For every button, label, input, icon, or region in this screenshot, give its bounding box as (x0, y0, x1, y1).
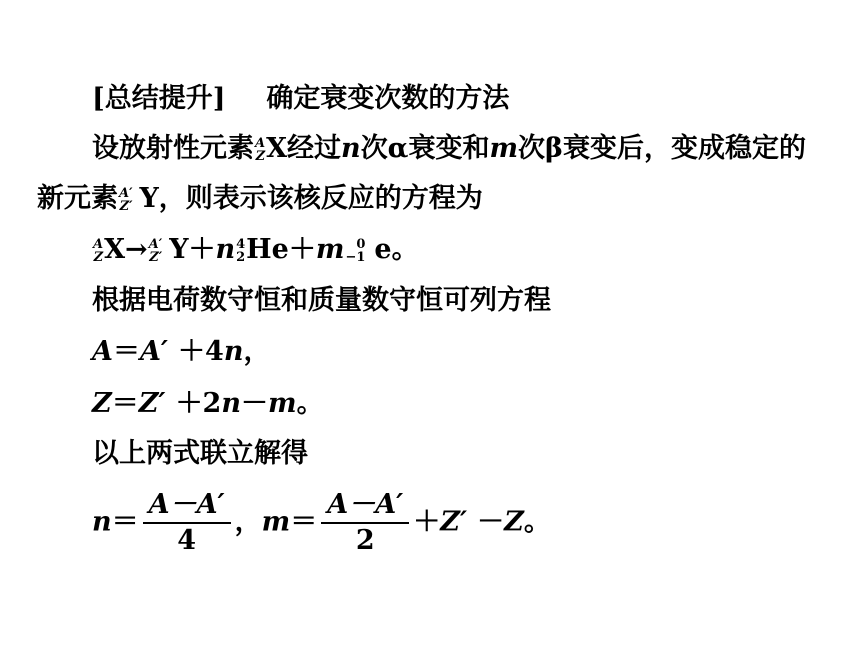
variable-m: m (489, 133, 519, 164)
heading (92, 83, 509, 115)
text: 次α衰变和 (360, 133, 490, 164)
heading-title: 确定衰变次数的方法 (266, 83, 510, 114)
element-symbol: X (104, 234, 126, 265)
heading-tag: [总结提升] (92, 83, 226, 114)
text: 次β衰变后，变成稳定的 (518, 133, 806, 164)
numerator: A－A′ (143, 490, 231, 524)
operator: ＝ (111, 506, 139, 538)
text: 新元素 (37, 183, 118, 214)
element-symbol: Y (139, 183, 159, 214)
atomic-number: Z′ (119, 198, 133, 214)
text: 经过 (287, 133, 342, 164)
operator: ＝ (112, 336, 140, 367)
variable-a-prime: A′ (139, 336, 169, 367)
element-symbol: Y (169, 234, 189, 265)
expression: ＋4 (178, 336, 224, 367)
operator: ＋ (188, 234, 216, 265)
punctuation: ， (243, 336, 271, 367)
element-symbol: He (246, 234, 289, 265)
operator: ＝ (290, 506, 318, 538)
isotope-notation (345, 238, 365, 264)
isotope-notation (236, 238, 245, 264)
arrow-icon: → (125, 234, 148, 265)
nuclear-equation (92, 234, 419, 266)
isotope-notation (119, 187, 133, 213)
operator: ＋ (288, 234, 316, 265)
solve-line: 以上两式联立解得 (92, 438, 308, 469)
punctuation: 。 (523, 506, 551, 538)
denominator: 2 (355, 525, 375, 556)
conservation-line: 根据电荷数守恒和质量数守恒可列方程 (92, 285, 551, 316)
paragraph-line-2 (37, 183, 483, 215)
variable-n: n (92, 506, 112, 538)
isotope-notation (149, 238, 163, 264)
variable-a: A (92, 336, 113, 367)
variable-z-prime: Z′ (440, 506, 468, 538)
atomic-number: Z (255, 148, 266, 164)
variable-n: n (221, 388, 241, 419)
atomic-number: 2 (236, 249, 246, 265)
operator: ＝ (111, 388, 139, 419)
variable-n: n (215, 234, 236, 265)
solution-equation (92, 490, 551, 556)
punctuation: 。 (296, 388, 324, 419)
mass-number: 0 (356, 236, 366, 252)
denominator: 4 (177, 525, 197, 556)
numerator: A－A′ (321, 490, 409, 524)
mass-number: A′ (148, 236, 163, 252)
text: ，则表示该核反应的方程为 (158, 183, 483, 214)
paragraph-line-1 (92, 133, 806, 165)
fraction-n (143, 490, 231, 556)
mass-equation (92, 336, 270, 368)
electron-symbol: e。 (374, 234, 419, 265)
expression: ＋2 (175, 388, 222, 419)
variable-m: m (261, 506, 291, 538)
atomic-number: −1 (345, 249, 366, 265)
mass-number: A (255, 135, 266, 151)
charge-equation (92, 388, 324, 420)
mass-number: A′ (119, 185, 133, 201)
element-symbol: X (266, 133, 288, 164)
text: 设放射性元素 (92, 133, 254, 164)
variable-z: Z (92, 388, 112, 419)
atomic-number: Z (93, 249, 104, 265)
punctuation: ， (234, 506, 262, 538)
fraction-m (321, 490, 409, 556)
variable-n: n (341, 133, 361, 164)
isotope-notation (255, 137, 265, 163)
variable-z: Z (504, 506, 524, 538)
isotope-notation (93, 238, 103, 264)
variable-m: m (268, 388, 297, 419)
variable-z-prime: Z′ (138, 388, 166, 419)
atomic-number: Z′ (149, 249, 163, 265)
operator: ＋ (413, 506, 441, 538)
operator: － (241, 388, 268, 419)
mass-number: 4 (236, 236, 246, 252)
variable-n: n (223, 336, 244, 367)
operator: － (477, 506, 505, 538)
mass-number: A (93, 236, 104, 252)
variable-m: m (315, 234, 345, 265)
